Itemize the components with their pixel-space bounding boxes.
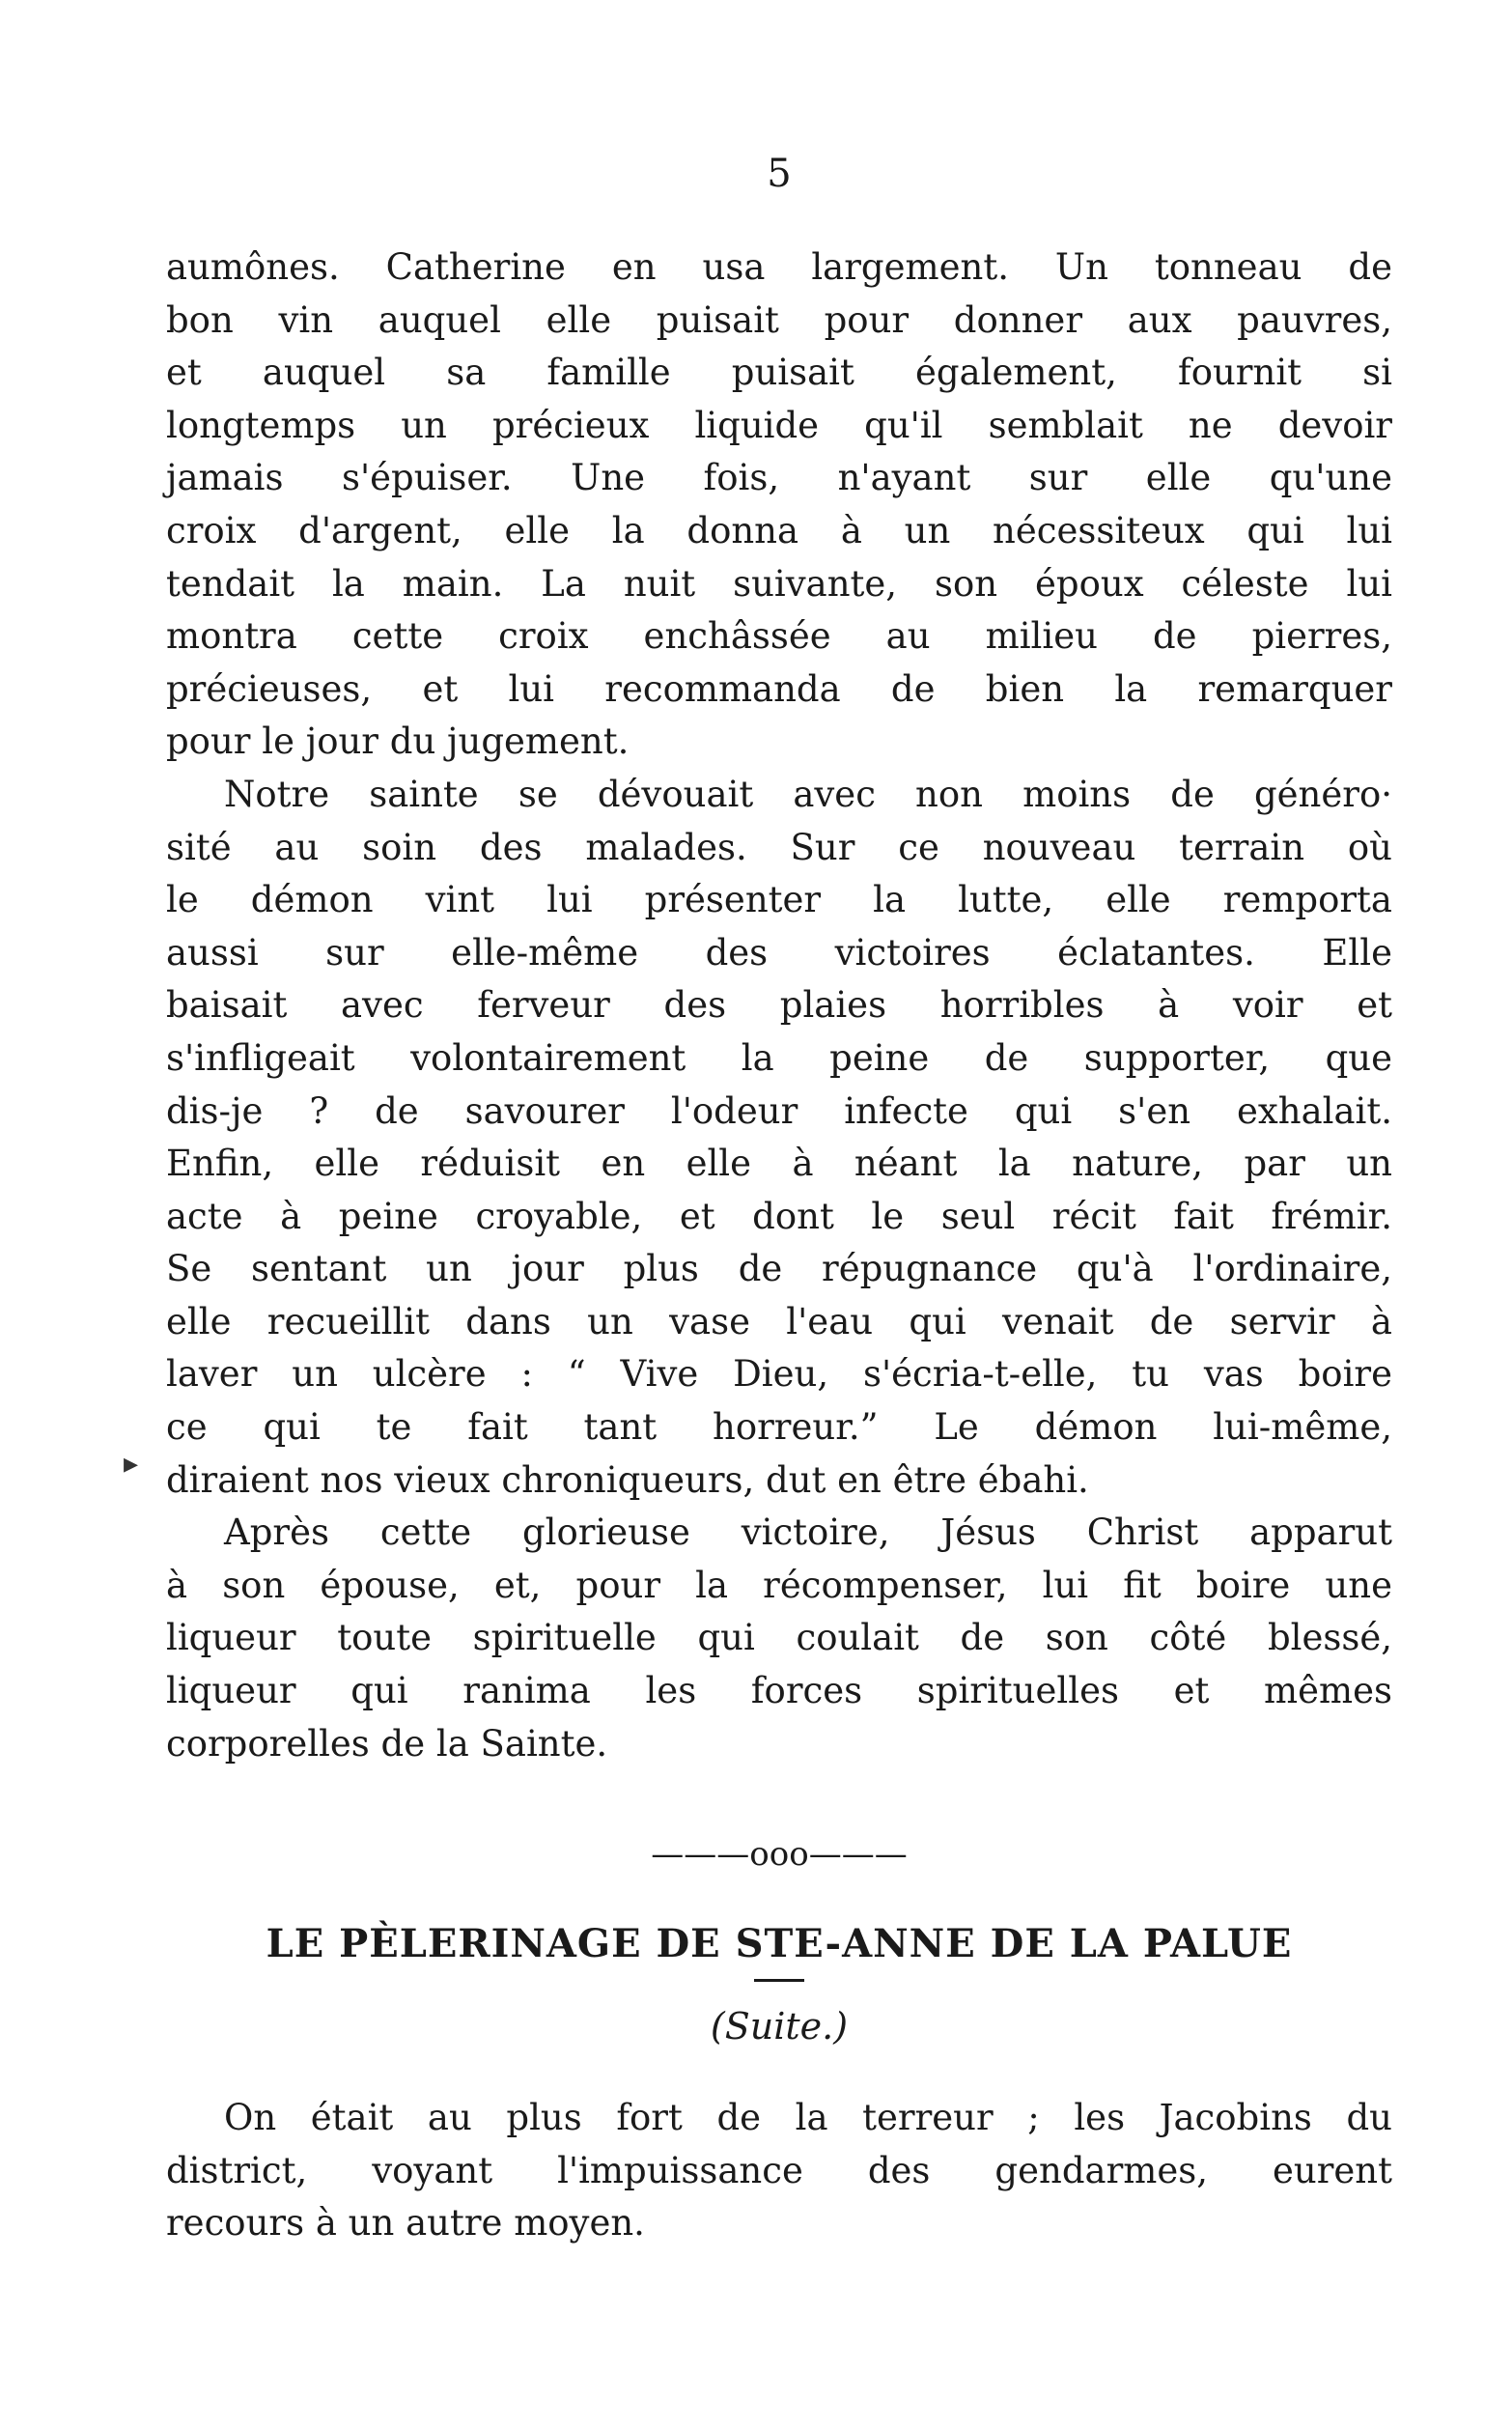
text-line: Notre sainte se dévouait avec non moins de généro·: [224, 773, 1392, 815]
text-line: liqueur qui ranima les forces spirituelles et mêmes: [166, 1670, 1392, 1712]
margin-arrow-icon: ▸: [124, 1447, 139, 1481]
text-line: croix d'argent, elle la donna à un nécessiteux qui lui: [166, 509, 1392, 551]
text-line: aumônes. Catherine en usa largement. Un tonneau de: [166, 246, 1392, 288]
paragraph: [166, 769, 1392, 1507]
text-line: Après cette glorieuse victoire, Jésus Christ apparut: [224, 1511, 1392, 1554]
text-line: ce qui te fait tant horreur.” Le démon lui-même,: [166, 1406, 1392, 1449]
body-text: [166, 241, 1392, 1770]
paragraph: [166, 241, 1392, 769]
text-line: laver un ulcère : “ Vive Dieu, s'écria-t-elle, tu vas boire: [166, 1353, 1392, 1396]
text-line: longtemps un précieux liquide qu'il semblait ne devoir: [166, 404, 1392, 446]
text-line: s'infligeait volontairement la peine de supporter, que: [166, 1036, 1392, 1079]
text-line: aussi sur elle-même des victoires éclatantes. Elle: [166, 931, 1392, 974]
section-subtitle: (Suite.): [710, 2005, 849, 2048]
text-line: pour le jour du jugement.: [166, 720, 630, 763]
text-line: baisait avec ferveur des plaies horribles à voir et: [166, 984, 1392, 1027]
text-line: tendait la main. La nuit suivante, son époux céleste lui: [166, 562, 1392, 605]
text-line: dis-je ? de savourer l'odeur infecte qui s'en exhalait.: [166, 1089, 1392, 1132]
heading-rule: [754, 1979, 804, 1982]
text-line: recours à un autre moyen.: [166, 2202, 645, 2245]
text-line: sité au soin des malades. Sur ce nouveau terrain où: [166, 826, 1392, 868]
text-line: corporelles de la Sainte.: [166, 1722, 608, 1765]
text-line: liqueur toute spirituelle qui coulait de son côté blessé,: [166, 1617, 1392, 1659]
text-line: acte à peine croyable, et dont le seul récit fait frémir.: [166, 1195, 1392, 1237]
paragraph: [166, 2092, 1392, 2250]
text-line: bon vin auquel elle puisait pour donner aux pauvres,: [166, 298, 1392, 341]
section-separator: ———ooo———: [651, 1835, 908, 1875]
page: [166, 145, 1392, 2250]
page-number: 5: [767, 152, 792, 196]
text-line: On était au plus fort de la terreur ; les Jacobins du: [224, 2097, 1392, 2139]
text-line: à son épouse, et, pour la récompenser, lui fit boire une: [166, 1564, 1392, 1606]
text-line: le démon vint lui présenter la lutte, elle remporta: [166, 879, 1392, 921]
text-line: diraient nos vieux chroniqueurs, dut en être ébahi.: [166, 1458, 1089, 1501]
text-line: et auquel sa famille puisait également, fournit si: [166, 352, 1392, 394]
text-line: jamais s'épuiser. Une fois, n'ayant sur elle qu'une: [166, 457, 1392, 499]
text-line: montra cette croix enchâssée au milieu de pierres,: [166, 615, 1392, 658]
text-line: district, voyant l'impuissance des gendarmes, eurent: [166, 2149, 1392, 2191]
text-line: précieuses, et lui recommanda de bien la remarquer: [166, 667, 1392, 710]
text-line: elle recueillit dans un vase l'eau qui venait de servir à: [166, 1300, 1392, 1342]
text-line: Enfin, elle réduisit en elle à néant la nature, par un: [166, 1143, 1392, 1185]
section-heading: LE PÈLERINAGE DE STE-ANNE DE LA PALUE: [266, 1921, 1293, 1967]
paragraph: [166, 1507, 1392, 1770]
text-line: Se sentant un jour plus de répugnance qu'à l'ordinaire,: [166, 1248, 1392, 1290]
section-text: [166, 2092, 1392, 2250]
